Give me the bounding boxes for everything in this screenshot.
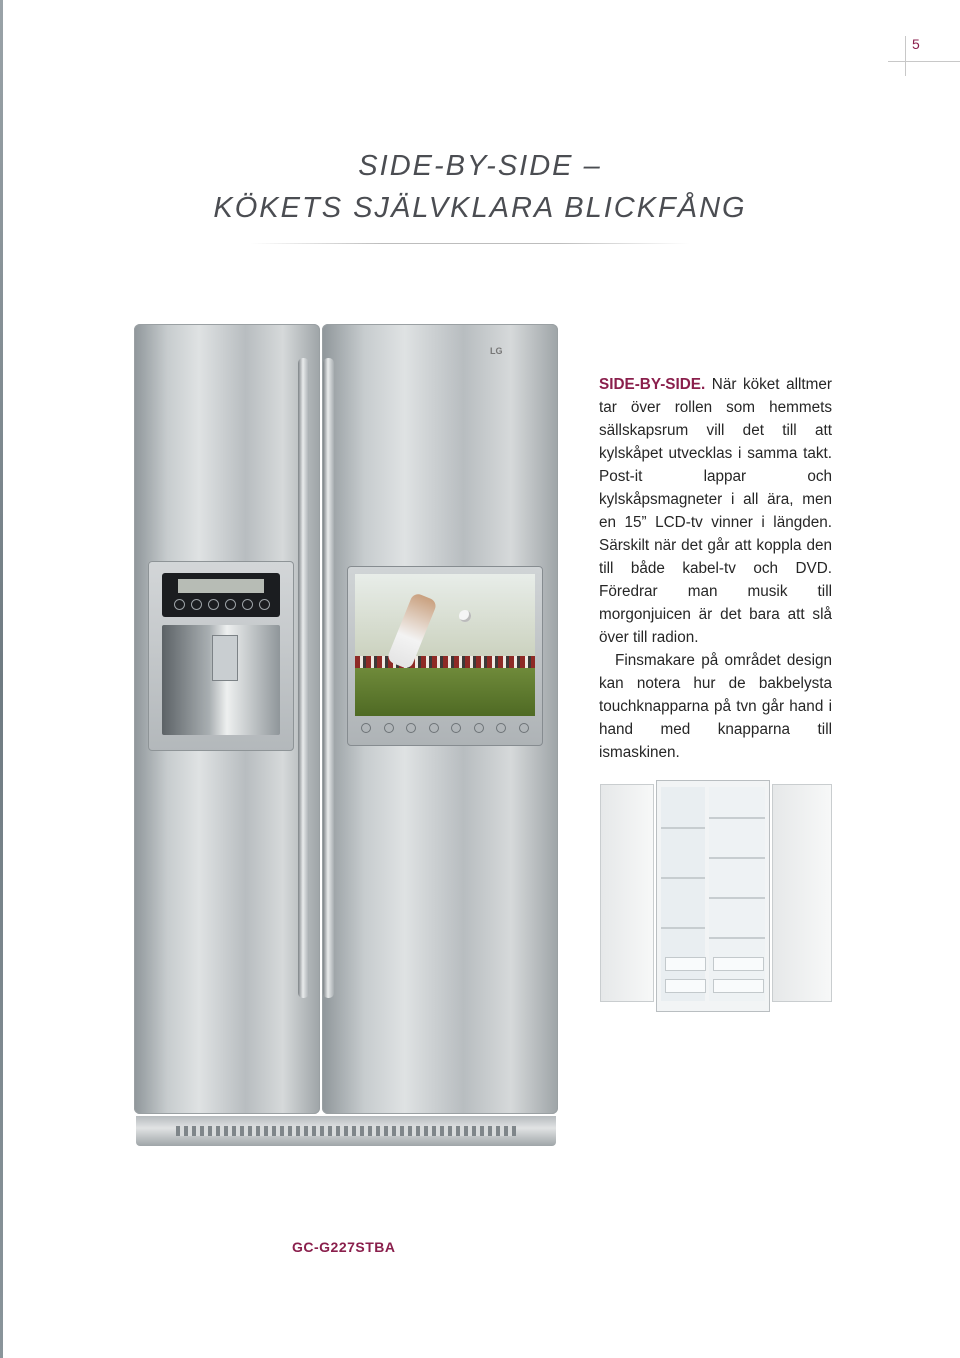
water-ice-dispenser <box>148 561 294 751</box>
article-lead: SIDE-BY-SIDE. <box>599 376 706 393</box>
page-title-line-2: KÖKETS SJÄLVKLARA BLICKFÅNG <box>213 192 747 224</box>
tv-touch-buttons <box>355 720 535 736</box>
page-number: 5 <box>912 36 920 52</box>
dispenser-control-panel <box>162 573 280 617</box>
title-divider <box>250 243 690 244</box>
dispenser-buttons <box>174 599 270 610</box>
dispenser-lever <box>212 635 238 681</box>
base-vent <box>176 1126 516 1136</box>
open-right-door <box>772 784 832 1002</box>
open-left-door <box>600 784 654 1002</box>
fridge-compartment <box>709 787 765 1001</box>
fridge-base <box>136 1116 556 1146</box>
soccer-ball-icon <box>459 610 471 622</box>
right-door-handle <box>323 358 334 998</box>
page-number-rule-vertical <box>905 36 906 76</box>
article-paragraph-2: Finsmakare på området design kan notera hur de bakbelysta touchknapparna på tvn går hand i hand med knapparna till ismaskinen. <box>599 652 832 761</box>
left-page-edge <box>0 0 3 1358</box>
page-number-rule-horizontal <box>888 61 960 62</box>
lcd-tv-panel <box>347 566 543 746</box>
article-paragraph-1-text: När köket alltmer tar över rollen som hemmets sällskapsrum vill det till att kylskåpet utvecklas i samma takt. Post-it lappar och kylskåpsmagneter i all ära, men en 15” LCD-tv vinner i längden. Särskilt när det går att koppla den till både kabel-tv och DVD. Föredrar man musik till morgonjuicen är det bara att slå över till radion. <box>599 376 832 646</box>
open-fridge-interior <box>656 780 770 1012</box>
article-text <box>599 373 832 764</box>
open-fridge-image <box>600 780 832 1018</box>
model-number: GC-G227STBA <box>292 1239 396 1255</box>
dispenser-well <box>162 625 280 735</box>
dispenser-display <box>178 579 264 593</box>
lg-logo: LG <box>490 346 503 356</box>
freezer-compartment <box>661 787 705 1001</box>
left-door-handle <box>298 358 309 998</box>
tv-screen <box>355 574 535 716</box>
fridge-product-image <box>130 318 560 1148</box>
page-title-line-1: SIDE-BY-SIDE – <box>358 150 602 182</box>
article-paragraph-1 <box>599 373 832 649</box>
